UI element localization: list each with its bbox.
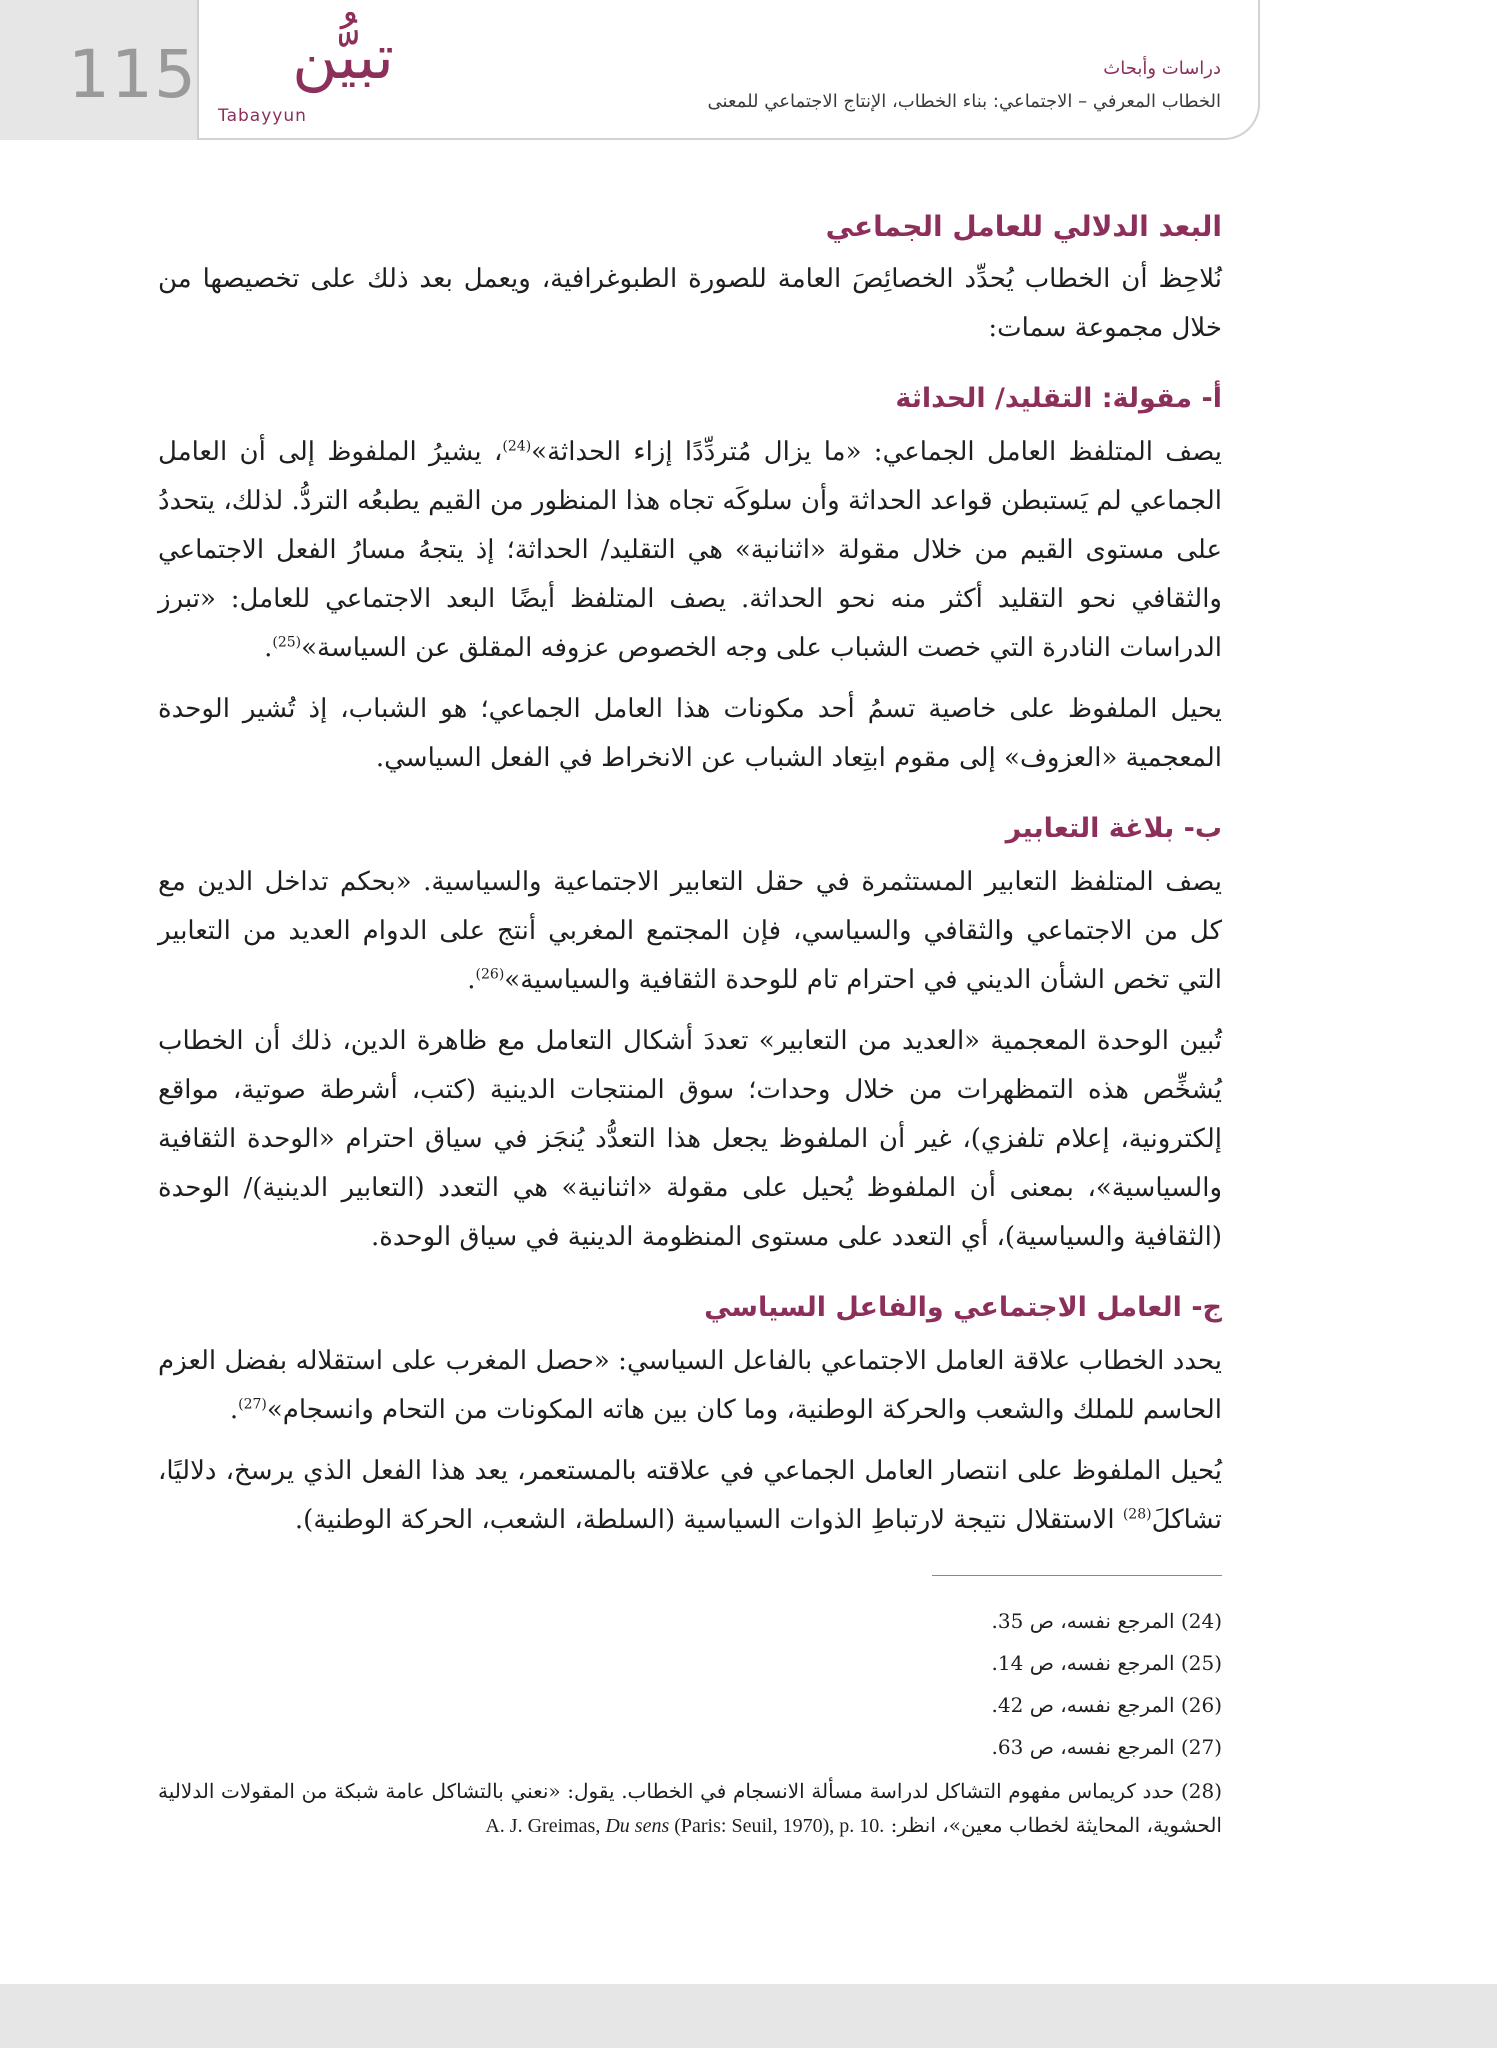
footnote-ref-24[interactable]: (24) [502,438,532,455]
intro-paragraph: نُلاحِظ أن الخطاب يُحدِّد الخصائِصَ العامة للصورة الطبوغرافية، ويعمل بعد ذلك على تخصيصها من خلال مجموعة سمات: [158,264,1222,343]
section-b-paragraph-2: تُبين الوحدة المعجمية «العديد من التعابير» تعددَ أشكال التعامل مع ظاهرة الدين، ذلك أن الخطاب يُشخِّص هذه التمظهرات من خلال وحدات؛ سوق المنتجات الدينية (كتب، أشرطة صوتية، مواقع إلكترونية، إعلام تلفزي)، غير أن الملفوظ يجعل هذا التعدُّد يُنجَز في سياق احترام «الوحدة الثقافية والسياسية»، بمعنى أن الملفوظ يُحيل على مقولة «اثنانية» هي التعدد (التعابير الدينية)/ الوحدة (الثقافية والسياسية)، أي التعدد على مستوى المنظومة الدينية في سياق الوحدة. [158,1026,1222,1252]
footnote-separator [932,1575,1222,1576]
footnote-ref-25[interactable]: (25) [272,634,302,651]
text-run: يحدد الخطاب علاقة العامل الاجتماعي بالفاعل السياسي: «حصل المغرب على استقلاله بفضل العزم الحاسم للملك والشعب والحركة الوطنية، وما كان بين هاته المكونات من التحام وانسجام» [158,1346,1222,1425]
section-b-paragraph-1 [158,858,1222,1005]
section-c-paragraph-1 [158,1337,1222,1435]
page-number: 115 [68,36,197,113]
section-label: دراسات وأبحاث [1103,58,1221,79]
section-b-heading: ب- بلاغة التعابير [1005,813,1222,844]
text-run: ، يشيرُ الملفوظ إلى أن العامل الجماعي لم يَستبطن قواعد الحداثة وأن سلوكَه تجاه هذا المنظور من القيم يطبعُه التردُّ. لذلك، يتحددُ على مستوى القيم من خلال مقولة «اثنانية» هي التقليد/ الحداثة؛ إذ يتجهُ مسارُ الفعل الاجتماعي والثقافي نحو التقليد أكثر منه نحو الحداثة. يصف المتلفظ أيضًا البعد الاجتماعي للعامل: «تبرز الدراسات النادرة التي خصت الشباب على وجه الخصوص عزوفه المقلق عن السياسة» [158,437,1222,663]
running-title: الخطاب المعرفي – الاجتماعي: بناء الخطاب، الإنتاج الاجتماعي للمعنى [707,91,1221,112]
citation-author: A. J. Greimas, [485,1815,606,1837]
footnote-ref-27[interactable]: (27) [238,1396,267,1413]
logo-latin-text: Tabayyun [218,106,307,126]
footnote-27: (27) المرجع نفسه، ص 63. [991,1735,1222,1759]
footnote-28-text: (28) حدد كريماس مفهوم التشاكل لدراسة مسألة الانسجام في الخطاب. يقول: «نعني بالتشاكل عامة شبكة من المقولات الدلالية الحشوية، المحايثة لخطاب معين»، انظر: [158,1779,1222,1837]
text-run: الاستقلال نتيجة لارتباطِ الذوات السياسية (السلطة، الشعب، الحركة الوطنية). [294,1505,1123,1535]
footnote-ref-26[interactable]: (26) [475,966,505,983]
text-run: يصف المتلفظ العامل الجماعي: «ما يزال مُتردِّدًا إزاء الحداثة» [531,437,1222,467]
text-run: . [229,1395,239,1425]
text-run: يُحيل الملفوظ على انتصار العامل الجماعي في علاقته بالمستعمر، يعد هذا الفعل الذي يرسخ، دلاليًا، تشاكلَ [158,1456,1222,1535]
footnote-25: (25) المرجع نفسه، ص 14. [991,1651,1222,1675]
footnote-24: (24) المرجع نفسه، ص 35. [991,1609,1222,1633]
journal-logo [214,20,394,130]
section-a-paragraph-2: يحيل الملفوظ على خاصية تسمُ أحد مكونات هذا العامل الجماعي؛ هو الشباب، إذ تُشير الوحدة المعجمية «العزوف» إلى مقوم ابتِعاد الشباب عن الانخراط في الفعل السياسي. [158,694,1223,773]
text-run: . [467,965,476,995]
section-c-paragraph-2 [158,1447,1222,1545]
logo-arabic-text: تبيُّن [292,20,394,93]
section-a-heading: أ- مقولة: التقليد/ الحداثة [895,383,1222,414]
text-run: . [264,633,273,663]
footnote-28 [158,1774,1222,1843]
section-a-paragraph-1 [158,428,1222,673]
article-body [158,210,1222,1843]
citation-title: Du sens [605,1815,670,1837]
footnote-ref-28[interactable]: (28) [1122,1506,1152,1523]
footnote-26: (26) المرجع نفسه، ص 42. [991,1693,1222,1717]
header-divider [197,0,199,140]
footer-band [0,1984,1497,2048]
citation-details: (Paris: Seuil, 1970), p. 10. [669,1815,885,1837]
section-c-heading: ج- العامل الاجتماعي والفاعل السياسي [704,1292,1222,1323]
footnote-28-citation [485,1815,884,1837]
main-heading: البعد الدلالي للعامل الجماعي [825,210,1222,243]
text-run: يصف المتلفظ التعابير المستثمرة في حقل التعابير الاجتماعية والسياسية. «بحكم تداخل الدين مع كل من الاجتماعي والثقافي والسياسي، فإن المجتمع المغربي أنتج على الدوام العديد من التعابير التي تخص الشأن الديني في احترام تام للوحدة الثقافية والسياسية» [158,867,1222,995]
